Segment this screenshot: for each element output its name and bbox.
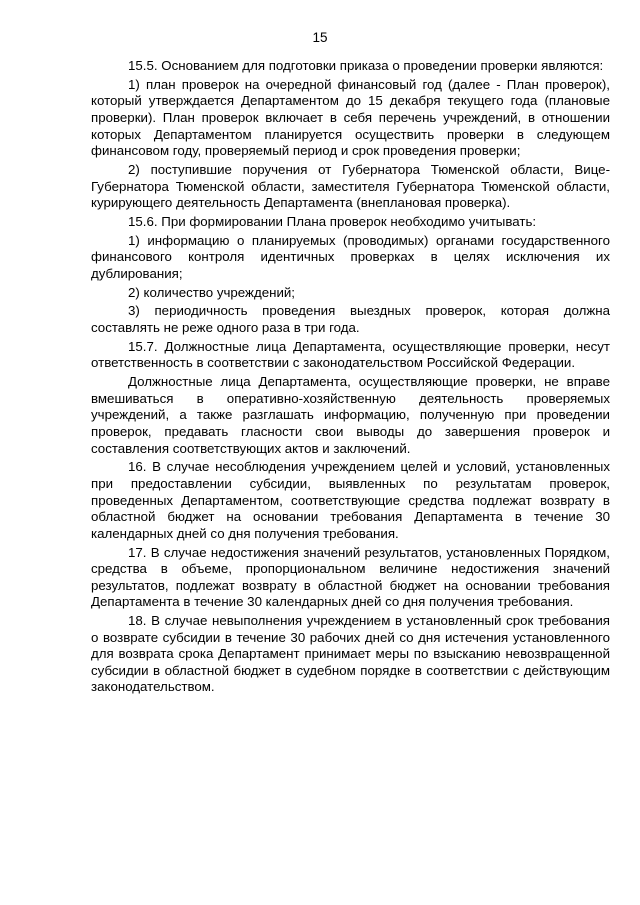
paragraph-18: 18. В случае невыполнения учреждением в установленный срок требования о возврате субсидии в течение 30 рабочих дней со дня истечения установленного для возврата срока Департамент принимает меры по взысканию невозвращенной субсидии в областной бюджет в судебном порядке в соответствии с действующим законодательством.: [91, 613, 610, 695]
paragraph-15-7-continued: Должностные лица Департамента, осуществляющие проверки, не вправе вмешиваться в оперативно-хозяйственную деятельность проверяемых учреждений, а также разглашать информацию, полученную при проведении проверок, предавать гласности свои выводы до завершения проверок и составления соответствующих актов и заключений.: [91, 374, 610, 456]
document-body: [91, 58, 610, 698]
page-number: 15: [312, 30, 328, 45]
paragraph-15-5-item-1: 1) план проверок на очередной финансовый год (далее - План проверок), который утверждается Департаментом до 15 декабря текущего года (плановые проверки). План проверок включает в себя перечень учреждений, в отношении которых Департаментом планируется осуществить проверки в следующем финансовом году, проверяемый период и срок проведения проверки;: [91, 76, 610, 159]
paragraph-15-7: 15.7. Должностные лица Департамента, осуществляющие проверки, несут ответственность в соответствии с законодательством Российской Федерации.: [91, 338, 610, 371]
paragraph-15-6: 15.6. При формировании Плана проверок необходимо учитывать:: [128, 213, 537, 229]
paragraph-17: 17. В случае недостижения значений результатов, установленных Порядком, средства в объеме, пропорциональном величине недостижения значений результатов, подлежат возврату в областной бюджет на основании требования Департамента в течение 30 календарных дней со дня получения требования.: [91, 544, 610, 610]
paragraph-15-6-item-3: 3) периодичность проведения выездных проверок, которая должна составлять не реже одного раза в три года.: [91, 303, 610, 336]
paragraph-15-6-item-1: 1) информацию о планируемых (проводимых) органами государственного финансового контроля идентичных проверках в целях исключения их дублирования;: [91, 232, 610, 281]
paragraph-16: 16. В случае несоблюдения учреждением целей и условий, установленных при предоставлении субсидии, выявленных по результатам проверок, проведенных Департаментом, соответствующие средства подлежат возврату в областной бюджет на основании требования Департамента в течение 30 календарных дней со дня получения требования.: [91, 459, 610, 541]
paragraph-15-5: 15.5. Основанием для подготовки приказа о проведении проверки являются:: [128, 58, 604, 73]
paragraph-15-6-item-2: 2) количество учреждений;: [128, 284, 295, 300]
paragraph-15-5-item-2: 2) поступившие поручения от Губернатора Тюменской области, Вице-Губернатора Тюменской области, заместителя Губернатора Тюменской области, курирующего деятельность Департамента (внеплановая проверка).: [91, 161, 610, 211]
